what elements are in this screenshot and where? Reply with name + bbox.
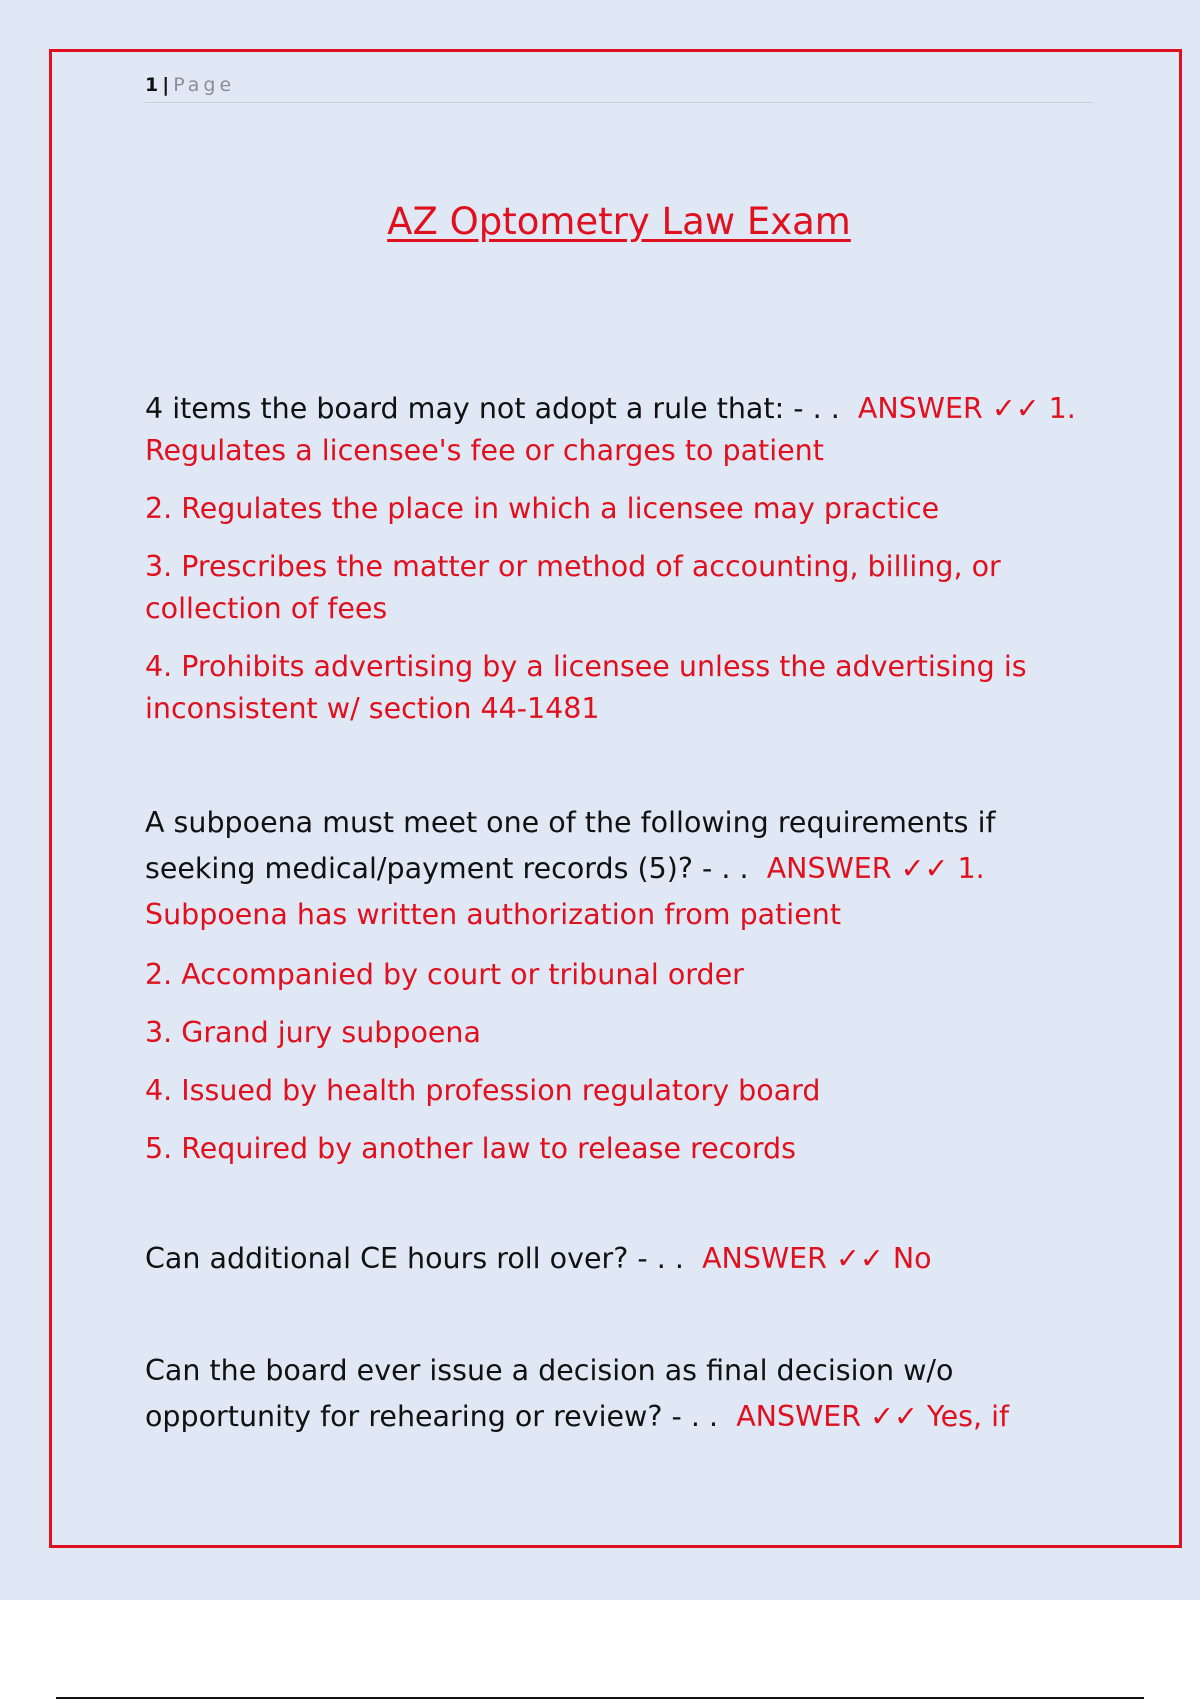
document-title: AZ Optometry Law Exam <box>387 200 851 243</box>
page-label: Page <box>173 74 236 96</box>
page-header <box>145 74 1093 103</box>
answer-item: 4. Issued by health profession regulatory board <box>145 1074 821 1107</box>
question-text: 4 items the board may not adopt a rule that: - . . ANSWER ✓✓ 1. Regulates a licensee's fee or charges to patient <box>145 392 1076 467</box>
answer-first-item: Regulates a licensee's fee or charges to patient <box>145 434 824 467</box>
answer-item: 2. Accompanied by court or tribunal order <box>145 958 744 991</box>
answer-item: 3. Grand jury subpoena <box>145 1016 481 1049</box>
answer-item: 5. Required by another law to release records <box>145 1132 796 1165</box>
answer-lead: ANSWER ✓✓ No <box>702 1242 932 1275</box>
flashcard-2 <box>145 800 1093 1170</box>
answer-item: 3. Prescribes the matter or method of accounting, billing, or collection of fees <box>145 550 1001 625</box>
flashcard-list <box>145 388 1093 1440</box>
question-text: A subpoena must meet one of the following requirements if seeking medical/payment records (5)? - . . ANSWER ✓✓ 1. Subpoena has written authorization from patient <box>145 806 996 931</box>
answer-lead: ANSWER ✓✓ 1. <box>766 852 985 885</box>
question-text: Can additional CE hours roll over? - . . ANSWER ✓✓ No <box>145 1242 932 1275</box>
answer-first-item: Subpoena has written authorization from patient <box>145 898 841 931</box>
flashcard-4 <box>145 1348 1093 1440</box>
answer-lead: ANSWER ✓✓ 1. <box>857 392 1076 425</box>
answer-item: 4. Prohibits advertising by a licensee unless the advertising is inconsistent w/ section 44-1481 <box>145 650 1027 725</box>
flashcard-1 <box>145 388 1093 730</box>
answer-lead: ANSWER ✓✓ Yes, if <box>736 1400 1010 1433</box>
header-separator: | <box>162 74 170 96</box>
question-text: Can the board ever issue a decision as final decision w/o opportunity for rehearing or review? - . . ANSWER ✓✓ Yes, if <box>145 1354 1010 1433</box>
answer-item: 2. Regulates the place in which a licensee may practice <box>145 492 940 525</box>
flashcard-3 <box>145 1238 1093 1280</box>
page-number: 1 <box>145 74 159 96</box>
footer-rule <box>56 1697 1144 1699</box>
